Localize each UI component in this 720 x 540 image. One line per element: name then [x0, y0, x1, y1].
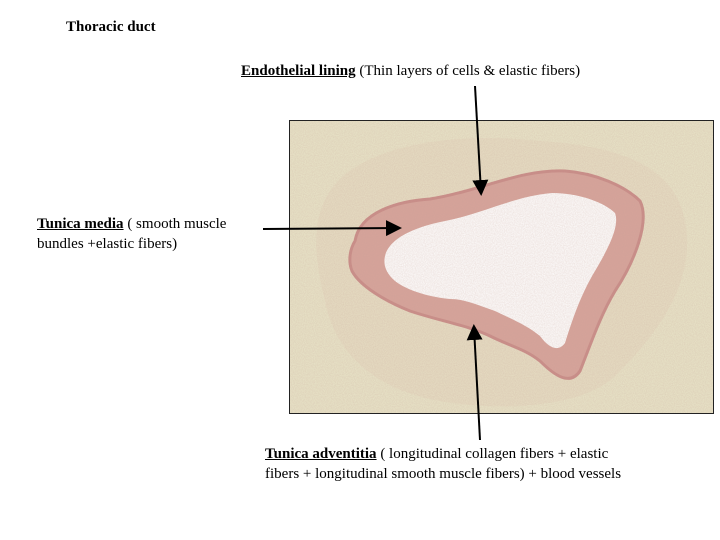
endothelial-lining-term: Endothelial lining [241, 63, 356, 79]
micrograph-image [289, 120, 714, 414]
page-title: Thoracic duct [66, 19, 156, 35]
endothelial-lining-desc: (Thin layers of cells & elastic fibers) [355, 63, 581, 79]
tunica-media-term: Tunica media [37, 216, 124, 232]
tunica-adventitia-term: Tunica adventitia [265, 446, 377, 462]
tunica-adventitia-desc: ( longitudinal collagen fibers + elastic [376, 446, 609, 462]
tunica-media-label [37, 214, 226, 254]
tunica-adventitia-desc-line2: fibers + longitudinal smooth muscle fibers) + blood vessels [265, 466, 622, 482]
tunica-adventitia-label [265, 444, 621, 484]
tunica-media-desc: ( smooth muscle [123, 216, 227, 232]
tunica-media-desc-line2: bundles +elastic fibers) [37, 236, 178, 252]
endothelial-lining-label [241, 61, 580, 81]
